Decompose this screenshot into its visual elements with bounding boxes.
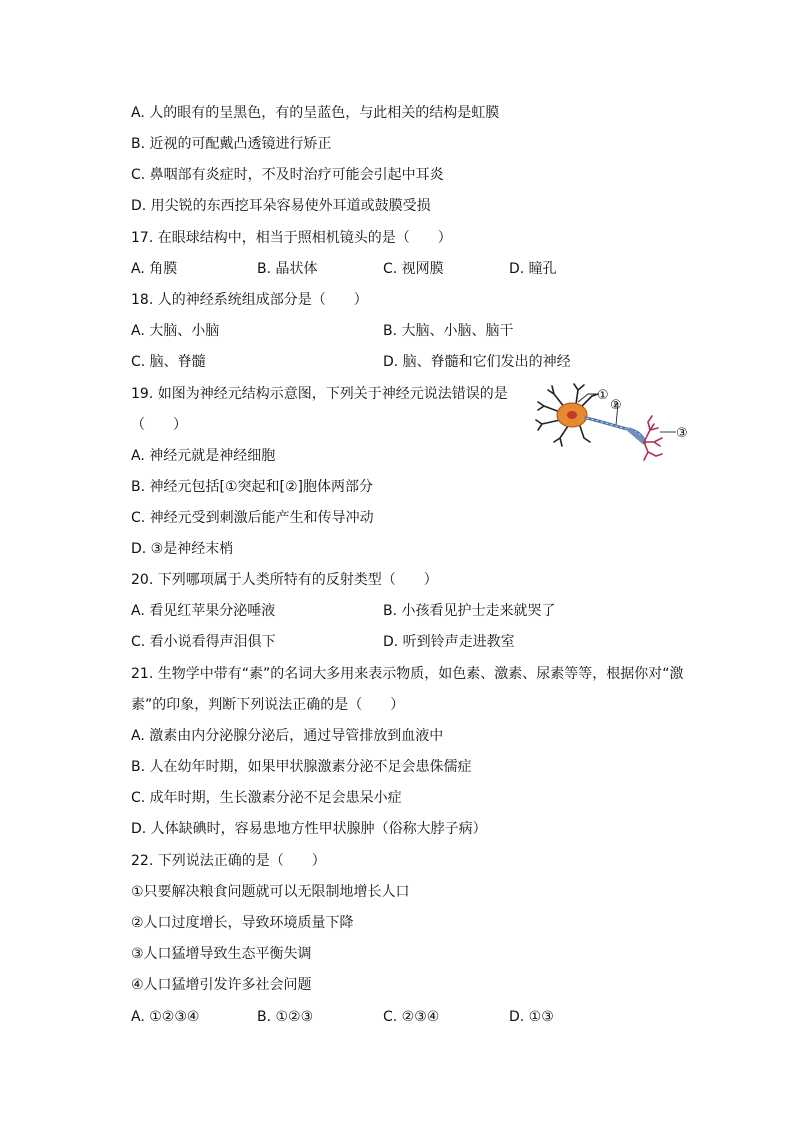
q22-statement-2: ②人口过度增长，导致环境质量下降 [131,915,354,931]
q21-stem-line2: 素”的印象，判断下列说法正确的是（ ） [131,697,405,713]
q22-option-b: B. ①②③ [257,1009,314,1025]
q21-option-c: C. 成年时期，生长激素分泌不足会患呆小症 [131,790,402,806]
q20-option-d: D. 听到铃声走进教室 [383,634,515,650]
q21-option-b: B. 人在幼年时期，如果甲状腺激素分泌不足会患侏儒症 [131,759,472,775]
figure-label-3: ③ [676,426,688,441]
q22-stem: 22. 下列说法正确的是（ ） [131,853,326,869]
figure-label-2: ② [610,398,622,413]
q22-option-d: D. ①③ [509,1009,554,1025]
q17-option-d: D. 瞳孔 [509,261,557,277]
q20-option-b: B. 小孩看见护士走来就哭了 [383,603,556,619]
q19-option-c: C. 神经元受到刺激后能产生和传导冲动 [131,510,374,526]
q20-stem: 20. 下列哪项属于人类所特有的反射类型（ ） [131,572,438,588]
nerve-terminal [644,416,662,460]
q21-option-d: D. 人体缺碘时，容易患地方性甲状腺肿（俗称大脖子病） [131,821,487,837]
q22-statement-4: ④人口猛增引发许多社会问题 [131,977,312,993]
q18-option-b: B. 大脑、小脑、脑干 [383,323,514,339]
neuron-diagram [530,380,700,480]
q21-option-a: A. 激素由内分泌腺分泌后，通过导管排放到血液中 [131,728,444,744]
nucleus [567,411,577,419]
prev-option-c: C. 鼻咽部有炎症时，不及时治疗可能会引起中耳炎 [131,167,444,183]
figure-label-1: ① [597,388,609,403]
prev-option-a: A. 人的眼有的呈黑色，有的呈蓝色，与此相关的结构是虹膜 [131,105,500,121]
q17-stem: 17. 在眼球结构中，相当于照相机镜头的是（ ） [131,230,452,246]
q18-option-c: C. 脑、脊髓 [131,354,206,370]
q19-option-a: A. 神经元就是神经细胞 [131,448,276,464]
q17-option-c: C. 视网膜 [383,261,444,277]
q18-option-a: A. 大脑、小脑 [131,323,220,339]
q19-paren: （ ） [131,417,187,433]
q22-statement-3: ③人口猛增导致生态平衡失调 [131,946,312,962]
q18-option-d: D. 脑、脊髓和它们发出的神经 [383,354,571,370]
q19-option-b: B. 神经元包括[①突起和[②]胞体两部分 [131,479,373,495]
q21-stem-line1: 21. 生物学中带有“素”的名词大多用来表示物质，如色素、激素、尿素等等，根据你对“激 [131,666,684,682]
q20-option-c: C. 看小说看得声泪俱下 [131,634,276,650]
q18-stem: 18. 人的神经系统组成部分是（ ） [131,292,368,308]
q20-option-a: A. 看见红苹果分泌唾液 [131,603,276,619]
q19-stem: 19. 如图为神经元结构示意图，下列关于神经元说法错误的是 [131,386,508,402]
q17-option-a: A. 角膜 [131,261,178,277]
prev-option-d: D. 用尖锐的东西挖耳朵容易使外耳道或鼓膜受损 [131,198,431,214]
q22-option-a: A. ①②③④ [131,1009,200,1025]
q22-statement-1: ①只要解决粮食问题就可以无限制地增长人口 [131,884,410,900]
q22-option-c: C. ②③④ [383,1009,440,1025]
q19-option-d: D. ③是神经末梢 [131,541,234,557]
prev-option-b: B. 近视的可配戴凸透镜进行矫正 [131,136,332,152]
q17-option-b: B. 晶状体 [257,261,318,277]
